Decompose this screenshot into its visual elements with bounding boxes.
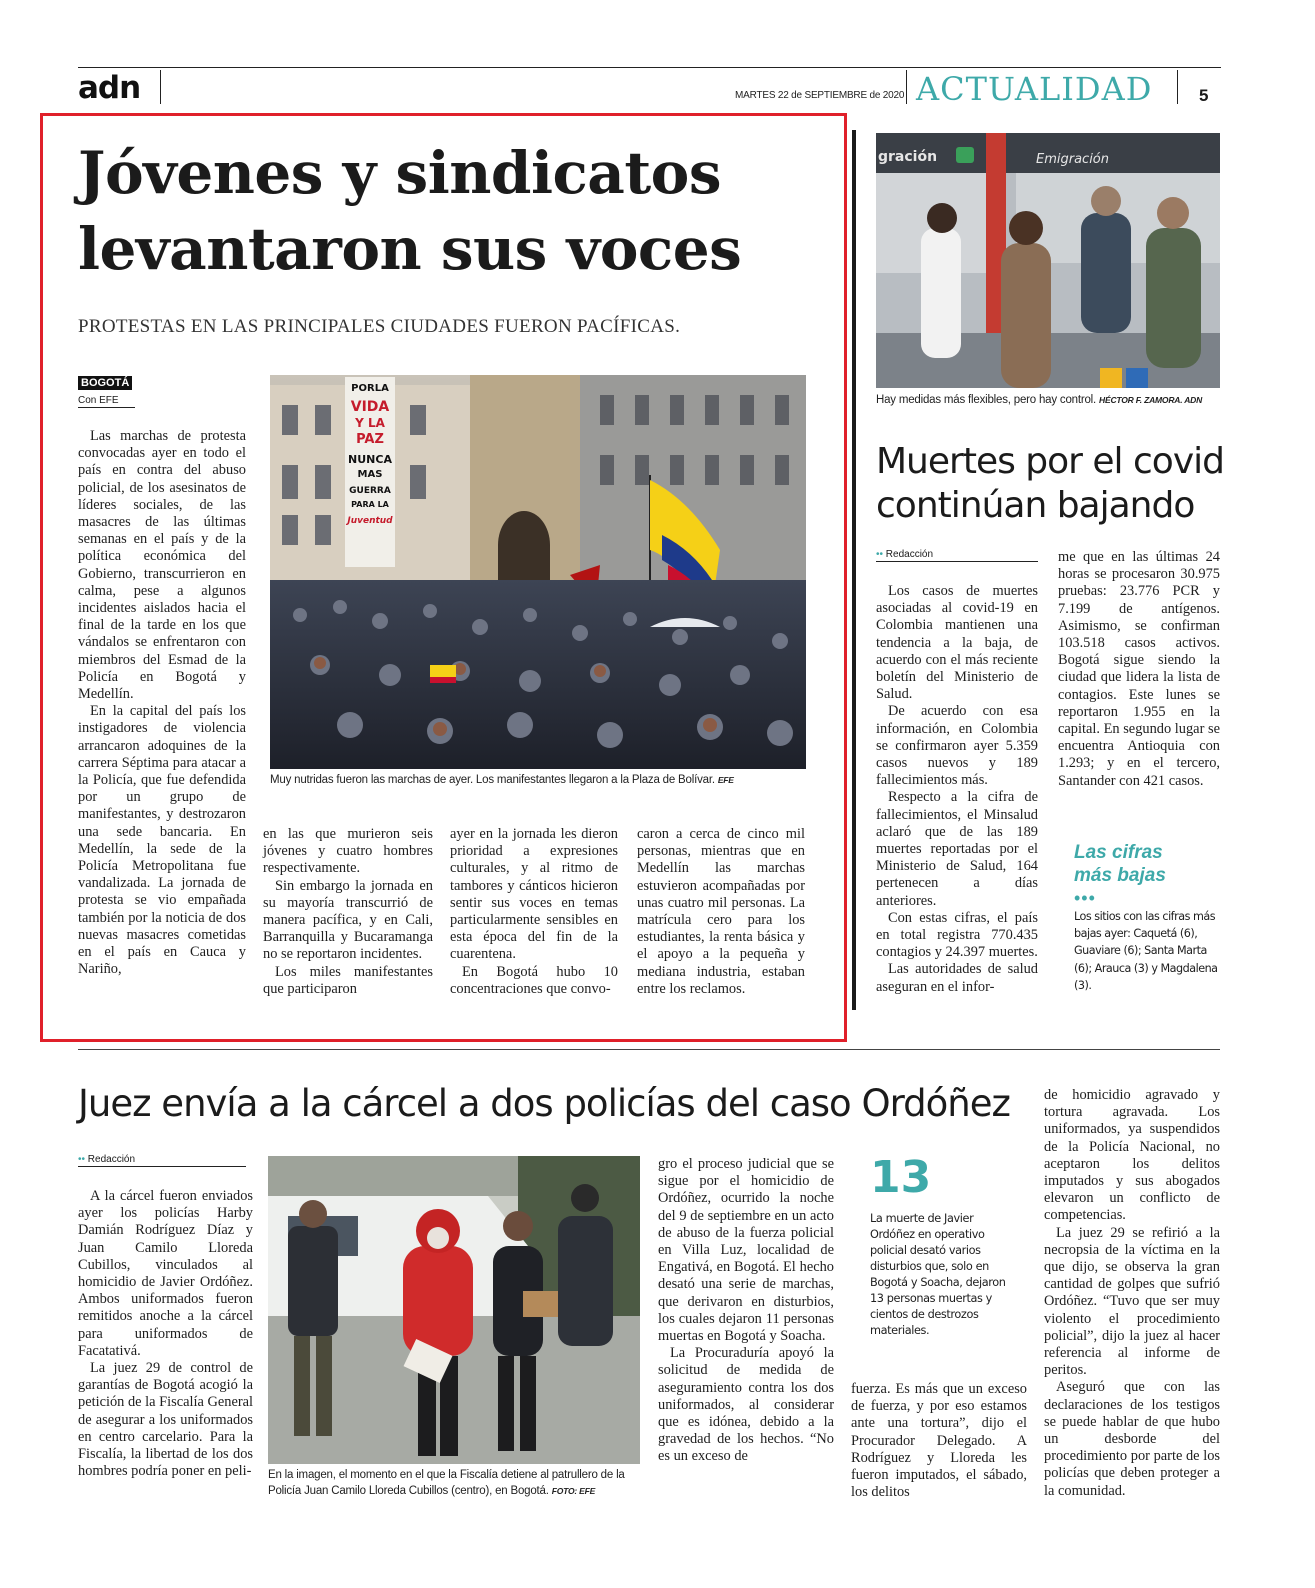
covid-paragraph: Las autoridades de salud aseguran en el infor-	[876, 961, 1038, 995]
main-headline-line2: levantaron sus voces	[78, 215, 742, 283]
caption-text: Muy nutridas fueron las marchas de ayer. Los manifestantes llegaron a la Plaza de Bolívar.	[270, 774, 715, 786]
cifras-sidebar-text: Los sitios con las cifras más bajas ayer: Caquetá (6), Guaviare (6); Santa Marta (6); Arauca (3) y Magdalena (3).	[1074, 910, 1218, 992]
main-paragraph: ayer en la jornada les dieron prioridad a expresiones culturales, y al ritmo de tambores y cánticos hicieron sentir sus voces en temas particularmente sensibles en esta época del fin de la cuarentena.	[450, 826, 618, 963]
banner-word: VIDA	[350, 399, 390, 415]
photo-sign: Emigración	[1036, 152, 1110, 167]
adn-logo: adn	[78, 70, 141, 106]
cifras-sidebar-title	[1074, 841, 1166, 887]
photo-credit: EFE	[717, 775, 734, 785]
covid-paragraph: Los casos de muertes asociadas al covid-19 en Colombia mantienen una tendencia a la baja, de acuerdo con el más reciente boletín del Ministerio de Salud.	[876, 583, 1038, 703]
protest-photo-caption	[270, 774, 810, 786]
banner-word: GUERRA	[349, 486, 391, 496]
caption-text: En la imagen, el momento en el que la Fiscalía detiene al patrullero de la Policía Juan Camilo Lloreda Cubillos (centro), en Bogotá.	[268, 1469, 625, 1497]
arrest-photo	[268, 1156, 640, 1464]
main-paragraph: en las que murieron seis jóvenes y cuatro hombres respectivamente.	[263, 826, 433, 877]
big-number-text: La muerte de Javier Ordóñez en operativo policial desató varios disturbios que, solo en Bogotá y Soacha, dejaron 13 personas muertas y cientos de destrozos materiales.	[870, 1212, 1006, 1337]
protest-photo-illustration	[270, 375, 806, 769]
banner-word: NUNCA	[348, 453, 392, 466]
page-number: 5	[1199, 86, 1209, 105]
protest-photo	[270, 375, 806, 769]
byline-dots-icon: ••	[876, 549, 884, 560]
bottom-byline	[78, 1154, 246, 1167]
main-column-2	[263, 826, 433, 998]
main-paragraph: Los miles manifestantes que participaron	[263, 963, 433, 997]
column-divider	[852, 130, 856, 1010]
covid-column-1	[876, 583, 1038, 996]
bottom-paragraph: La juez 29 se refirió a la necropsia de la víctima en la que dijo, se observa la gran cantidad de golpes que sufrió Ordóñez. “Tuvo que ser muy violento el procedimiento policial”, dijo la juez al hacer referencia al informe de peritos.	[1044, 1224, 1220, 1379]
bottom-paragraph: fuerza. Es más que un exceso de fuerza, y por eso estamos ante una tortura”, dijo el Procurador Delegado. A Rodríguez y Lloreda les fueron imputados, el sábado, los delitos	[851, 1381, 1027, 1501]
cifras-title-line2: más bajas	[1074, 865, 1166, 886]
header-divider	[906, 70, 907, 104]
header-rule	[78, 67, 1221, 68]
issue-date: MARTES 22 de SEPTIEMBRE de 2020	[735, 90, 905, 101]
main-paragraph: En Bogotá hubo 10 concentraciones que convo-	[450, 963, 618, 997]
caption-text: Hay medidas más flexibles, pero hay control.	[876, 394, 1097, 406]
bottom-paragraph: La Procuraduría apoyó la solicitud de medida de aseguramiento contra los dos uniformados, al considerar que es idónea, debido a la gravedad de los hechos. “No es un exceso de	[658, 1345, 834, 1465]
bottom-headline: Juez envía a la cárcel a dos policías del caso Ordóñez	[78, 1082, 1010, 1125]
big-number-13: 13	[870, 1152, 932, 1203]
covid-column-2	[1058, 549, 1220, 790]
byline-dots-icon: ••	[78, 1154, 86, 1165]
covid-paragraph: Respecto a la cifra de fallecimientos, el Minsalud aclaró que de las 189 muertes reportadas por el Ministerio de Salud, 164 pertenecen a días anteriores.	[876, 789, 1038, 909]
banner-word: PARA LA	[351, 500, 389, 509]
covid-paragraph: Con estas cifras, el país en total registra 770.435 contagios y 24.397 muertes.	[876, 909, 1038, 961]
main-headline	[78, 135, 838, 287]
covid-paragraph: De acuerdo con esa información, en Colombia se confirmaron ayer 5.359 casos nuevos y 189 fallecimientos más.	[876, 703, 1038, 789]
banner-word: Juventud	[347, 516, 393, 526]
photo-sign: gración	[878, 149, 938, 165]
banner-word: PORLA	[351, 383, 389, 394]
main-headline-line1: Jóvenes y sindicatos	[78, 139, 722, 207]
byline-text: Redacción	[885, 549, 934, 560]
cifras-title-line1: Las cifras	[1074, 842, 1163, 863]
header-divider	[1177, 70, 1178, 104]
bottom-paragraph: Aseguró que con las declaraciones de los testigos se puede hablar de que hubo un desborde del procedimiento por parte de los policías que deben proteger a la comunidad.	[1044, 1379, 1220, 1499]
photo-credit: HÉCTOR F. ZAMORA. ADN	[1099, 395, 1203, 405]
arrest-photo-caption	[268, 1467, 644, 1499]
section-title: ACTUALIDAD	[916, 70, 1153, 108]
main-paragraph: Las marchas de protesta convocadas ayer en todo el país en contra del abuso policial, de los asesinatos de líderes sociales, de las masacres de las últimas semanas en el país y de la política económica del Gobierno, transcurrieron en calma, pese a algunos incidentes aislados hacia el final de la tarde en los que vándalos se enfrentaron con miembros del Esmad de la Policía en Bogotá y Medellín.	[78, 428, 246, 703]
bottom-paragraph: gro el proceso judicial que se sigue por el homicidio de Ordóñez, ocurrido la noche del 9 de septiembre en un acto de abuso de la fuerza policial en Villa Luz, localidad de Engativá, en Bogotá. El hecho desató una serie de marchas, que derivaron en disturbios, los cuales dejaron 11 personas muertas en Bogotá y Soacha.	[658, 1156, 834, 1345]
airport-photo-illustration	[876, 133, 1220, 388]
banner-word: MAS	[357, 469, 383, 480]
main-column-4	[637, 826, 805, 998]
sidebar-dots-icon: •••	[1074, 888, 1096, 908]
main-paragraph: caron a cerca de cinco mil personas, mientras que en Medellín las marchas estuvieron acompañadas por unas cuatro mil personas. La matrícula cero para los estudiantes, la renta básica y el apoyo a la pequeña y mediana industria, estaban entre los reclamos.	[637, 826, 805, 997]
bottom-column-4	[851, 1381, 1027, 1501]
main-paragraph: Sin embargo la jornada en su mayoría transcurrió de manera pacífica, y en Cali, Barranquilla y Bucaramanga no se reportaron incidentes.	[263, 877, 433, 963]
section-rule	[78, 1049, 1220, 1050]
covid-paragraph: me que en las últimas 24 horas se procesaron 30.975 pruebas: 23.776 PCR y 7.199 de antígenos. Asimismo, se confirman 103.518 casos activos. Bogotá sigue siendo la ciudad que lidera la lista de contagios. Este lunes se reportaron 1.955 en la capital. En segundo lugar se encuentra Antioquia con 1.293; y en el tercero, Santander con 421 casos.	[1058, 549, 1220, 789]
airport-photo-caption	[876, 394, 1226, 406]
covid-headline	[876, 440, 1226, 528]
bottom-paragraph: A la cárcel fueron enviados ayer los policías Harby Damián Rodríguez Díaz y Juan Camilo Lloreda Cubillos, vinculados al homicidio de Javier Ordóñez. Ambos uniformados fueron remitidos anoche a la cárcel para uniformados de Facatativá.	[78, 1188, 253, 1359]
main-column-3	[450, 826, 618, 998]
bottom-column-1	[78, 1188, 253, 1480]
banner-word: PAZ	[356, 432, 384, 447]
covid-headline-line1: Muertes por el covid	[876, 441, 1224, 482]
main-paragraph: En la capital del país los instigadores de violencia arrancaron adoquines de la carrera Séptima para atacar a la Policía, que fue defendida por un grupo de manifestantes, y destrozaron una sede bancaria. En Medellín, la sede de la Policía Metropolitana fue vandalizada. La jornada de protesta se vio empañada también por la noticia de dos nuevas masacres cometidas en el país en Cauca y Nariño,	[78, 703, 246, 978]
bottom-column-5	[1044, 1087, 1220, 1500]
photo-credit: FOTO: EFE	[551, 1486, 596, 1496]
location-kicker: BOGOTÁ	[78, 376, 132, 390]
arrest-photo-illustration	[268, 1156, 640, 1464]
header-divider	[160, 70, 161, 104]
banner-word: Y LA	[355, 416, 385, 430]
bottom-column-3	[658, 1156, 834, 1466]
bottom-paragraph: La juez 29 de control de garantías de Bogotá acogió la petición de la Fiscalía General de asegurar a los uniformados en centro carcelario. Para la Fiscalía, la libertad de los dos hombres podría poner en peli-	[78, 1360, 254, 1480]
main-byline: Con EFE	[78, 395, 135, 408]
byline-text: Redacción	[87, 1154, 136, 1165]
covid-headline-line2: continúan bajando	[876, 485, 1195, 526]
airport-photo	[876, 133, 1220, 388]
bottom-paragraph: de homicidio agravado y tortura agravada. Los uniformados, ya suspendidos de la Policía Nacional, no aceptaron los delitos imputados y sus abogados elevaron un conflicto de competencias.	[1044, 1087, 1220, 1224]
main-deck: PROTESTAS EN LAS PRINCIPALES CIUDADES FUERON PACÍFICAS.	[78, 316, 681, 337]
covid-byline	[876, 549, 1038, 562]
main-column-1	[78, 428, 246, 979]
